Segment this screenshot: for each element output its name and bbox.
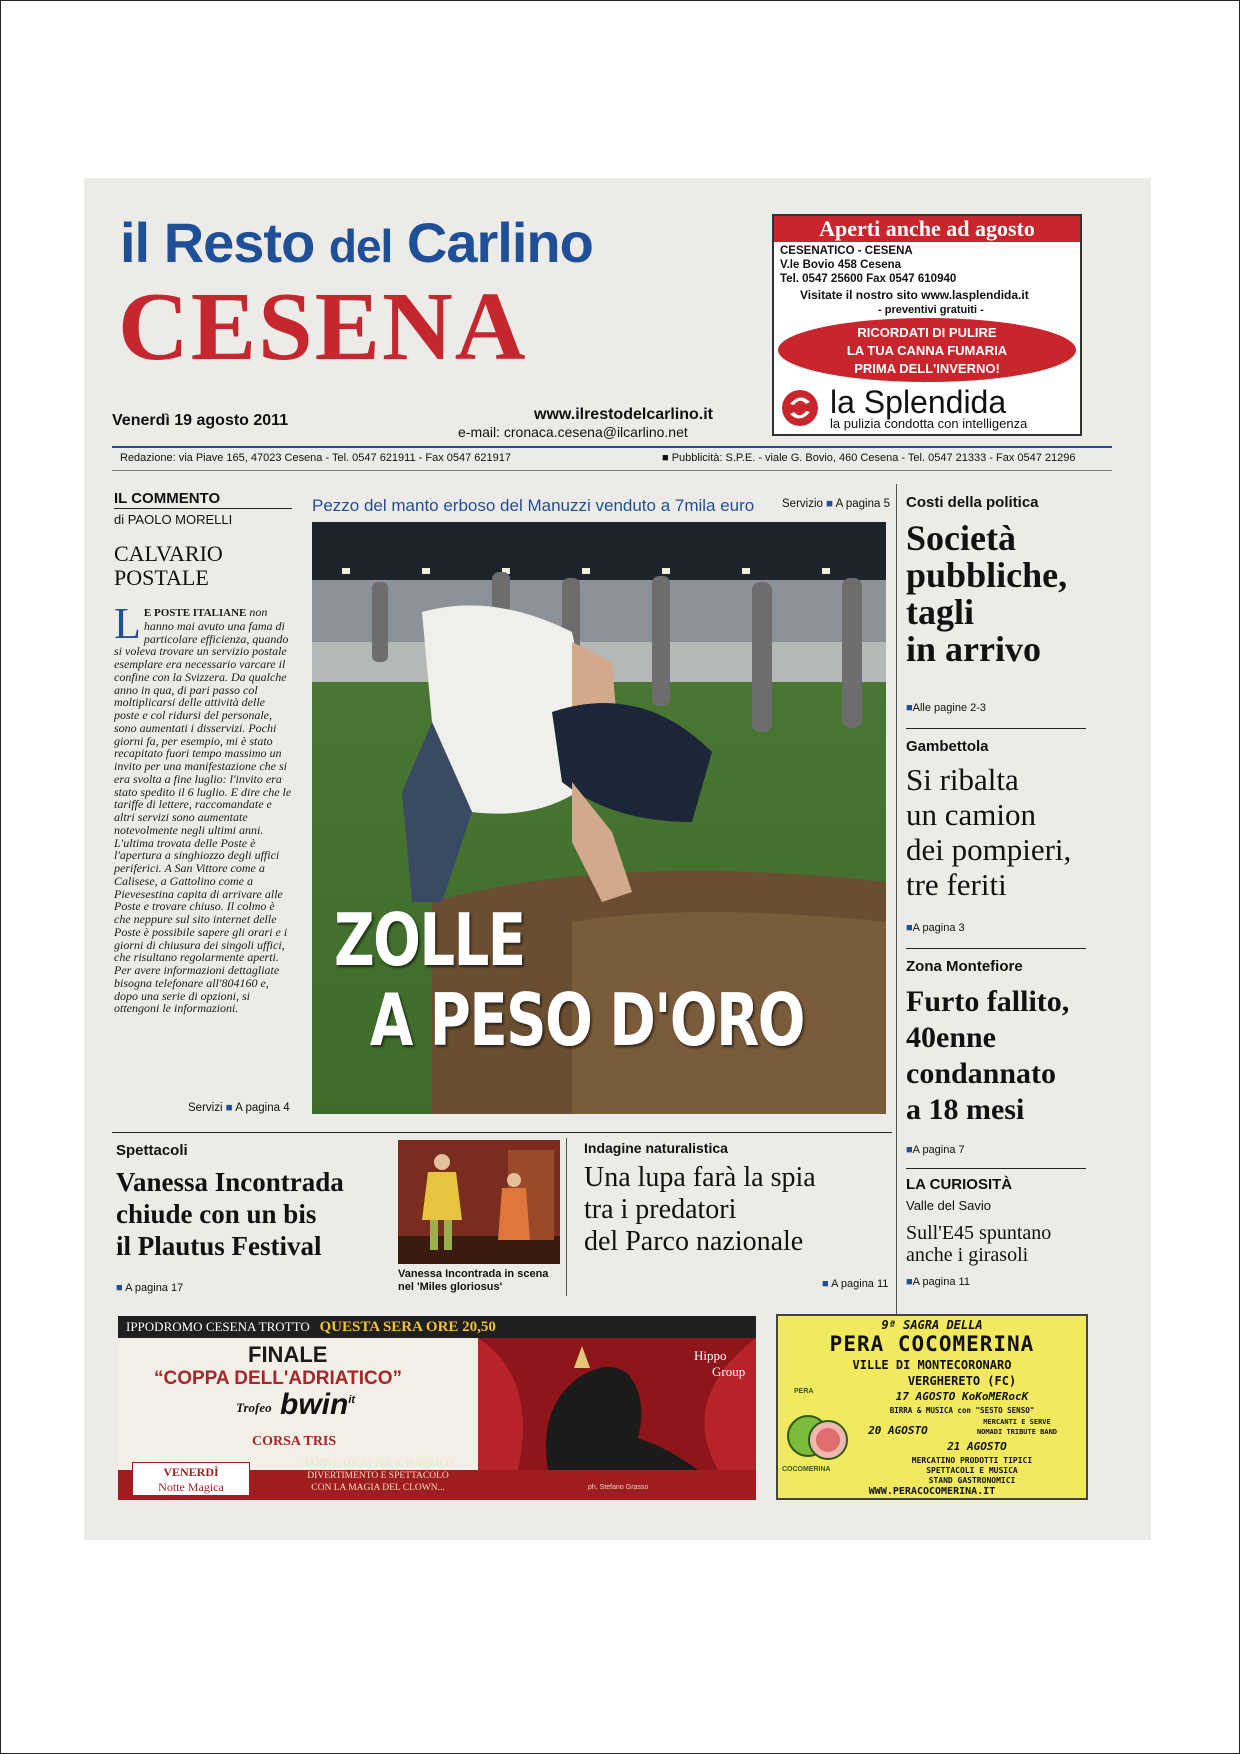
pera-l5: 17 AGOSTO KoKoMERocK bbox=[895, 1390, 1029, 1403]
pera-l6: BIRRA & MUSICA con "SESTO SENSO" bbox=[889, 1406, 1035, 1415]
curiosita-sub: Valle del Savio bbox=[906, 1198, 992, 1213]
ad-tagline: la pulizia condotta con intelligenza bbox=[830, 416, 1028, 431]
redazione-line: Redazione: via Piave 165, 47023 Cesena - Tel. 0547 621911 - Fax 0547 621917 bbox=[120, 452, 511, 464]
montefiore-kicker: Zona Montefiore bbox=[906, 958, 1023, 975]
spettacoli-ref[interactable]: ■ A pagina 17 bbox=[116, 1282, 184, 1294]
ad2-trofeo: Trofeo bbox=[236, 1400, 272, 1415]
indagine-kicker: Indagine naturalistica bbox=[584, 1140, 728, 1156]
ad2-finale: FINALE bbox=[248, 1342, 328, 1367]
ad2-sponsor: bwin$^{it}$ bbox=[280, 1388, 356, 1421]
website-link[interactable]: www.ilrestodelcarlino.it bbox=[534, 406, 713, 423]
gambettola-ref[interactable]: ■A pagina 3 bbox=[906, 922, 965, 934]
bottom-divider bbox=[566, 1138, 567, 1296]
ad2-notte-magica: VENERDÌ Notte Magica bbox=[132, 1462, 250, 1496]
vanessa-photo-caption: Vanessa Incontrada in scena nel 'Miles gloriosus' bbox=[398, 1268, 549, 1293]
politica-kicker: Costi della politica bbox=[906, 494, 1039, 511]
ad-reminder-oval: RICORDATI DI PULIRE LA TUA CANNA FUMARIA PRIMA DELL'INVERNO! bbox=[778, 318, 1076, 382]
issue-date: Venerdì 19 agosto 2011 bbox=[112, 412, 289, 429]
masthead-rule-bottom bbox=[112, 470, 1112, 471]
montefiore-ref[interactable]: ■A pagina 7 bbox=[906, 1144, 965, 1156]
pera-l7c: NOMADI TRIBUTE BAND bbox=[976, 1428, 1058, 1436]
ad2-photo-credit: ph. Stefano Grasso bbox=[588, 1484, 649, 1491]
masthead-rule bbox=[112, 446, 1112, 448]
splendida-logo-icon bbox=[780, 388, 820, 428]
spettacoli-headline[interactable]: Vanessa Incontrada chiude con un bis il Plautus Festival bbox=[116, 1167, 344, 1261]
ad-address: CESENATICO - CESENA V.le Bovio 458 Cesena Tel. 0547 25600 Fax 0547 610940 bbox=[780, 245, 957, 285]
ad-pera-cocomerina[interactable] bbox=[776, 1314, 1088, 1500]
montefiore-headline[interactable]: Furto fallito, 40enne condannato a 18 mesi bbox=[906, 985, 1070, 1126]
commento-body: L E POSTE ITALIANE non hanno mai avuto una fama di particolare efficienza, quando si voleva trovare un servizio postale esemplare era necessario varcare il confine con la Svizzera. Da qualche anno in qua, di pari passo col moltiplicarsi delle attività delle poste e col ridursi del personale, sono aumentati i disservizi. Pochi giorni fa, per esempio, mi è stato recapitato fuori tempo massimo un invito per una manifestazione che si era svolta a fine luglio: l'invito era stato spedito il 6 luglio. E dire che le tariffe di lettere, raccomandate e altri servizi sono aumentate notevolmente negli ultimi anni. L'ultima trovata delle Poste è l'apertura a singhiozzo degli uffici periferici. A San Vittore come a Calisese, a Gattolino come a Pievesestina capita di arrivare alle Poste e trovare chiuso. Il colmo è che neppure sul sito internet delle Poste è possibile sapere gli orari e i giorni di chiusura dei singoli uffici, che risultano regolarmente aperti. Per avere informazioni dettagliate bisogna telefonare all'804160 e, dopo una serie di opzioni, si ottengoni le informazioni. bbox=[114, 599, 292, 1016]
curiosita-kicker: LA CURIOSITÀ bbox=[906, 1176, 1013, 1193]
commento-title[interactable]: CALVARIO POSTALE bbox=[114, 541, 223, 590]
pera-l1: 9ª SAGRA DELLA bbox=[881, 1318, 983, 1332]
pera-title: PERA COCOMERINA bbox=[829, 1332, 1035, 1356]
pubblicita-line: ■ Pubblicità: S.P.E. - viale G. Bovio, 460 Cesena - Tel. 0547 21333 - Fax 0547 21296 bbox=[662, 452, 1076, 464]
commento-byline: di PAOLO MORELLI bbox=[114, 512, 233, 527]
pera-l7b: MERCANTI E SERVE bbox=[983, 1418, 1051, 1426]
gambettola-headline[interactable]: Si ribalta un camion dei pompieri, tre feriti bbox=[906, 762, 1072, 902]
ad-quotes: - preventivi gratuiti - bbox=[878, 304, 984, 316]
newspaper-brand: il Resto del Carlino bbox=[120, 211, 593, 274]
commento-kicker: IL COMMENTO bbox=[114, 490, 221, 507]
commento-rule bbox=[114, 508, 292, 509]
edition-city: CESENA bbox=[118, 273, 528, 381]
dropcap: L bbox=[114, 599, 141, 648]
ad-la-splendida[interactable] bbox=[772, 214, 1082, 436]
main-headline[interactable]: ZOLLE A PESO D'ORO bbox=[334, 898, 804, 1062]
curiosita-headline[interactable]: Sull'E45 spuntano anche i girasoli bbox=[906, 1222, 1052, 1266]
right-rule-1 bbox=[906, 728, 1086, 729]
pera-l4: VERGHERETO (FC) bbox=[907, 1374, 1017, 1388]
pera-website: WWW.PERACOCOMERINA.IT bbox=[868, 1486, 996, 1497]
pera-fruit-icon bbox=[784, 1392, 854, 1468]
main-story-ref[interactable]: Servizio ■ A pagina 5 bbox=[782, 498, 890, 510]
right-rule-3 bbox=[906, 1168, 1086, 1169]
pera-l9: MERCATINO PRODOTTI TIPICI bbox=[911, 1456, 1033, 1465]
indagine-headline[interactable]: Una lupa farà la spia tra i predatori del Parco nazionale bbox=[584, 1162, 816, 1257]
pera-l10: SPETTACOLI E MUSICA bbox=[926, 1466, 1018, 1475]
pera-l7: 20 AGOSTO bbox=[868, 1424, 928, 1437]
ad2-coppa: “COPPA DELL'ADRIATICO” bbox=[154, 1368, 402, 1389]
vanessa-stage-photo[interactable] bbox=[398, 1140, 560, 1264]
newspaper-page bbox=[84, 178, 1151, 1540]
main-story-caption[interactable]: Pezzo del manto erboso del Manuzzi venduto a 7mila euro bbox=[312, 496, 755, 515]
ad-website: Visitate il nostro sito www.lasplendida.it bbox=[800, 288, 1029, 302]
ad2-bar: IPPODROMO CESENA TROTTO QUESTA SERA ORE 20,50 bbox=[118, 1316, 756, 1338]
commento-ref[interactable]: Servizi ■ A pagina 4 bbox=[188, 1102, 290, 1114]
hippo-group-logo: Hippo Group bbox=[694, 1348, 746, 1379]
ad-brand-name: la Splendida bbox=[830, 384, 1007, 420]
gambettola-kicker: Gambettola bbox=[906, 738, 989, 755]
indagine-ref[interactable]: ■ A pagina 11 bbox=[822, 1278, 889, 1290]
ad-ippodromo[interactable] bbox=[118, 1316, 756, 1500]
pera-l11: STAND GASTRONOMICI bbox=[928, 1476, 1016, 1485]
column-divider bbox=[896, 484, 897, 1314]
pera-fruit-top: PERA bbox=[794, 1388, 814, 1395]
ad2-gadget-text: TANTI GADGET PER IL PUBBLICO DIVERTIMENTO E SPETTACOLO CON LA MAGIA DEL CLOWN... bbox=[303, 1459, 453, 1493]
curiosita-ref[interactable]: ■A pagina 11 bbox=[906, 1276, 970, 1288]
pera-l3: VILLE DI MONTECORONARO bbox=[852, 1358, 1012, 1372]
pera-fruit-bottom: COCOMERINA bbox=[782, 1466, 831, 1473]
ad-header: Aperti anche ad agosto bbox=[774, 216, 1080, 242]
politica-ref[interactable]: ■Alle pagine 2-3 bbox=[906, 702, 987, 714]
pera-l8: 21 AGOSTO bbox=[947, 1440, 1007, 1453]
politica-headline[interactable]: Società pubbliche, tagli in arrivo bbox=[906, 518, 1068, 669]
bottom-rule bbox=[112, 1132, 892, 1133]
spettacoli-kicker: Spettacoli bbox=[116, 1142, 188, 1159]
email-contact[interactable]: e-mail: cronaca.cesena@ilcarlino.net bbox=[458, 424, 688, 440]
right-rule-2 bbox=[906, 948, 1086, 949]
ad2-corsa: CORSA TRIS bbox=[252, 1434, 337, 1449]
